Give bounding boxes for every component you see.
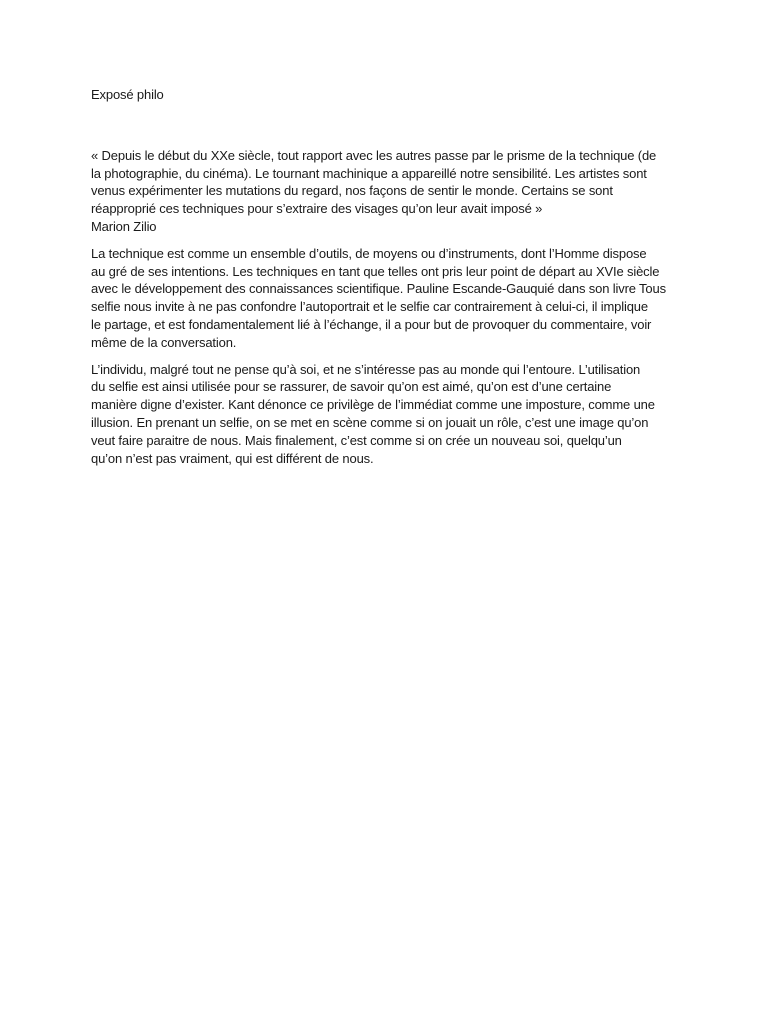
paragraph-technique [91,245,679,352]
paragraph-line: veut faire paraitre de nous. Mais finalement, c’est comme si on crée un nouveau soi, quelqu’un [91,432,622,448]
paragraph-line: même de la conversation. [91,334,237,350]
paragraph-individu [91,361,679,468]
paragraph-line: au gré de ses intentions. Les techniques en tant que telles ont pris leur point de départ au XVIe siècle [91,263,660,279]
quote-block [91,147,679,218]
quote-line: « Depuis le début du XXe siècle, tout rapport avec les autres passe par le prisme de la technique (de [91,147,657,163]
document-title: Exposé philo [91,87,164,102]
document-body [91,86,679,476]
paragraph-line: La technique est comme un ensemble d’outils, de moyens ou d’instruments, dont l’Homme dispose [91,245,647,261]
paragraph-line: le partage, et est fondamentalement lié à l’échange, il a pour but de provoquer du commentaire, voir [91,316,652,332]
paragraph-line: manière digne d’exister. Kant dénonce ce privilège de l’immédiat comme une imposture, comme une [91,397,655,413]
paragraph-line: selfie nous invite à ne pas confondre l’autoportrait et le selfie car contrairement à celui-ci, il implique [91,299,648,315]
paragraph-line: L’individu, malgré tout ne pense qu’à soi, et ne s’intéresse pas au monde qui l’entoure. L’utilisation [91,361,641,377]
quote-line: réapproprié ces techniques pour s’extraire des visages qu’on leur avait imposé » [91,201,543,217]
quote-line: la photographie, du cinéma). Le tournant machinique a appareillé notre sensibilité. Les artistes sont [91,165,647,181]
paragraph-line: avec le développement des connaissances scientifique. Pauline Escande-Gauquié dans son livre Tous [91,281,666,297]
quote-author: Marion Zilio [91,218,157,234]
paragraph-line: qu’on n’est pas vraiment, qui est différent de nous. [91,450,374,466]
quote-line: venus expérimenter les mutations du regard, nos façons de sentir le monde. Certains se sont [91,183,613,199]
paragraph-line: illusion. En prenant un selfie, on se met en scène comme si on jouait un rôle, c’est une image qu’on [91,414,649,430]
paragraph-line: du selfie est ainsi utilisée pour se rassurer, de savoir qu’on est aimé, qu’on est d’une certaine [91,379,612,395]
